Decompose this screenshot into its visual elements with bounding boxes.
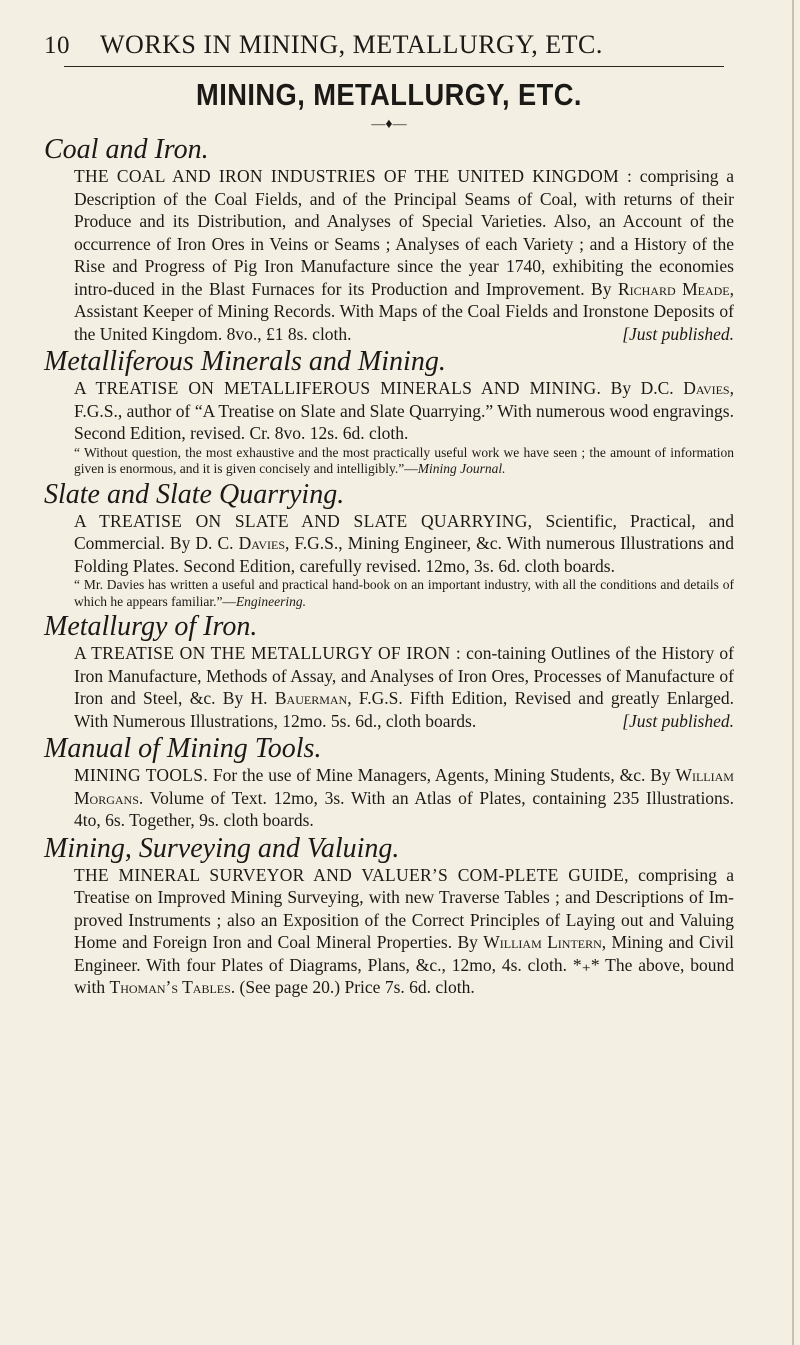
review-text: “ Without question, the most exhaustive and the most practically useful work we have seen ; the amount of information given is enormous, and it is given concisely and intelligibly.”— [74,444,734,476]
page-number: 10 [44,32,70,59]
entry-metallurgy-of-iron [44,612,734,732]
entry-text: Scientific, Practical, and Commercial. By D. C. [74,510,734,553]
section-title: MINING, METALLURGY, ETC. [196,77,582,112]
review-quote [74,445,734,478]
entry-author: Davies [683,378,730,398]
entry-text: comprising a Description of the Coal Fields, and of the Principal Seams of Coal, with returns of their Produce and its Distribution, and Analyses of Special Varieties. Also, an Account of the occurrence of Iron Ores in Veins or Seams ; Analyses of each Variety ; and a History of the Rise and Progress of Pig Iron Manufacture since the year 1740, exhibiting the economies intro-duced in the Blast Furnaces for its Production and Improvement. By [74,166,734,299]
entry-text: , Assistant Keeper of Mining Records. With Maps of the Coal Fields and Ironstone Deposits of the United Kingdom. 8vo., £1 8s. cloth. [74,278,734,344]
entry-author: William Morgans [74,765,734,808]
entry-text: con-taining Outlines of the History of Iron Manufacture, Methods of Assay, and Analyses of Iron Ores, Processes of Manufacture of Iron and Steel, &c. By H. [74,643,734,708]
entry-lead: THE MINERAL SURVEYOR AND VALUER’S COM-PLETE GUIDE, [74,864,629,885]
entry-mining-tools [44,734,734,832]
entry-heading: Mining, Surveying and Valuing. [44,832,400,864]
entry-heading: Manual of Mining Tools. [44,733,322,764]
entry-body [74,642,734,732]
entry-status: [Just published. [622,710,734,731]
page-edge [792,0,794,1345]
entry-body [74,864,734,999]
entry-author: Davies [238,533,286,553]
header-rule [64,66,724,67]
review-quote [74,577,734,610]
entry-note-end: . (See page 20.) Price 7s. 6d. cloth. [230,977,475,997]
entry-text: . Volume of Text. 12mo, 3s. With an Atlas of Plates, containing 235 Illustrations. 4to, 6s. Together, 9s. cloth boards. [74,787,734,830]
entry-body [74,377,734,445]
entry-heading: Slate and Slate Quarrying. [44,478,345,510]
entry-lead: MINING TOOLS. [74,765,209,785]
entry-note: *₊* The above, bound with [74,954,734,997]
entry-lead: A TREATISE ON THE METALLURGY OF IRON : [74,643,462,663]
entry-text: , F.G.S. Fifth Edition, Revised and greatly Enlarged. With Numerous Illustrations, 12mo. 5s. 6d., cloth boards. [74,688,735,731]
review-source: Engineering. [235,593,307,609]
entry-text: , F.G.S., author of “A Treatise on Slate and Slate Quarrying.” With numerous wood engravings. Second Edition, revised. Cr. 8vo. 12s. 6d. cloth. [74,378,734,443]
entry-text: For the use of Mine Managers, Agents, Mining Students, &c. By [208,765,676,785]
entry-body [74,764,734,832]
entry-mining-surveying [44,834,734,999]
entry-author: Bauerman [274,688,348,708]
entry-text: By D.C. [601,378,684,398]
entry-lead: THE COAL AND IRON INDUSTRIES OF THE UNITED KINGDOM : [74,166,633,186]
page [44,30,734,999]
review-source: Mining Journal. [417,461,506,476]
entry-metalliferous-minerals [44,347,734,478]
entry-status: [Just published. [622,323,734,344]
entry-note-title: Thoman’s Tables [109,977,231,997]
entry-lead: A TREATISE ON METALLIFEROUS MINERALS AND MINING. [74,378,602,398]
review-text: “ Mr. Davies has written a useful and practical hand-book on an important industry, with all the conditions and details of which he appears familiar.”— [74,577,734,609]
entry-text: , Mining and Civil Engineer. With four Plates of Diagrams, Plans, &c., 12mo, 4s. cloth. [74,932,735,975]
entry-text: , F.G.S., Mining Engineer, &c. With numerous Illustrations and Folding Plates. Second Edition, carefully revised. 12mo, 3s. 6d. cloth boards. [74,533,734,576]
entry-author: Richard Meade [617,278,730,299]
running-title: WORKS IN MINING, METALLURGY, ETC. [100,30,603,59]
entry-heading: Metallurgy of Iron. [44,611,258,642]
entry-author: William Lintern [483,932,602,952]
entry-lead: A TREATISE ON SLATE AND SLATE QUARRYING, [74,510,533,531]
entry-slate-quarrying [44,480,734,611]
entry-coal-and-iron [44,135,734,345]
ornament: —♦— [371,117,407,132]
entry-body [74,165,734,345]
entry-text: comprising a Treatise on Improved Mining Surveying, with new Traverse Tables ; and Descriptions of Im-proved Instruments ; also an Exposition of the Correct Principles of Laying out and Valuing Home and Foreign Iron and Coal Mineral Properties. By [74,864,734,952]
entry-heading: Metalliferous Minerals and Mining. [44,346,446,377]
running-head [44,30,734,60]
entry-body [74,510,734,578]
entry-heading: Coal and Iron. [44,134,209,165]
